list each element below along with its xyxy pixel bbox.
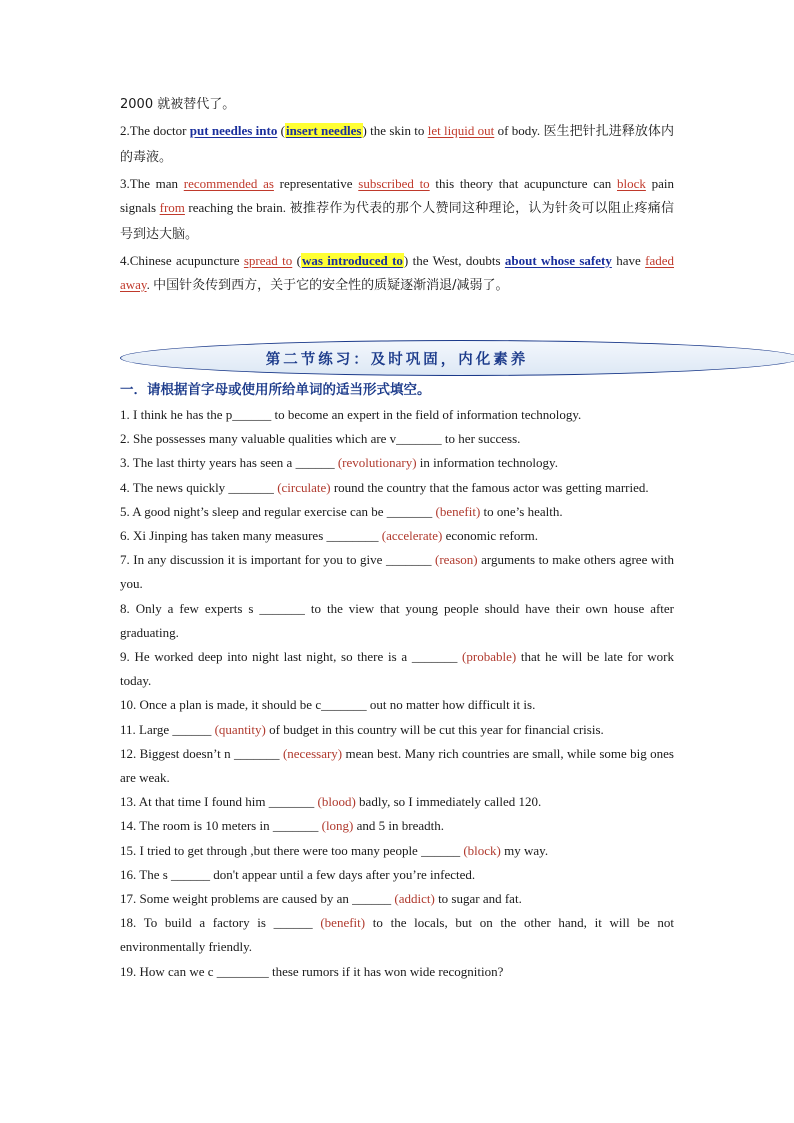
exercise-text: 17. Some weight problems are caused by an ______ (120, 891, 395, 907)
note-4-text-c: ( (292, 252, 301, 268)
exercise-text-tail: badly, so I immediately called 120. (355, 794, 542, 810)
exercise-text: 7. In any discussion it is important for you to give _______ (120, 552, 435, 568)
exercise-hint: (benefit) (320, 915, 366, 931)
note-4-text-i: . (146, 277, 154, 292)
exercise-item (120, 863, 674, 887)
exercise-text: 3. The last thirty years has seen a ______ (120, 455, 338, 471)
note-2-phrase-put-needles: put needles into (189, 123, 278, 138)
exercise-item (120, 500, 674, 524)
note-3-phrase-from: from (159, 200, 185, 215)
exercise-text-tail: and 5 in breadth. (353, 818, 445, 834)
note-2-text-a: The doctor (129, 123, 190, 138)
exercise-hint: (block) (463, 842, 501, 858)
note-4-text-e: ) the West, doubts (403, 252, 505, 268)
exercise-item (120, 476, 674, 500)
exercise-text: 19. How can we c ________ these rumors if it has won wide recognition? (120, 963, 504, 979)
exercise-item (120, 790, 674, 814)
exercise-text-tail: round the country that the famous actor was getting married. (330, 479, 649, 495)
exercise-list (120, 403, 674, 984)
exercise-text: 18. To build a factory is ______ (120, 915, 321, 931)
exercise-item (120, 960, 674, 984)
exercise-text: 12. Biggest doesn’t n _______ (120, 745, 283, 761)
exercise-hint: (circulate) (277, 479, 331, 495)
exercise-text: 2. She possesses many valuable qualities which are v_______ to her success. (120, 431, 521, 447)
note-4-highlight-was-introduced-to: was introduced to (301, 252, 403, 268)
exercise-item (120, 451, 674, 475)
exercise-text: 14. The room is 10 meters in _______ (120, 818, 322, 834)
exercise-hint: (revolutionary) (337, 455, 417, 471)
exercise-hint: (addict) (394, 891, 435, 907)
exercise-text: 10. Once a plan is made, it should be c_______ out no matter how difficult it is. (120, 697, 536, 713)
exercise-text: 16. The s ______ don't appear until a few days after you’re infected. (120, 866, 476, 882)
exercise-text-tail: my way. (500, 842, 549, 858)
note-3-number: 3. (120, 175, 130, 191)
exercise-hint: (reason) (435, 552, 478, 568)
exercise-text: 15. I tried to get through ,but there were too many people ______ (120, 842, 464, 858)
exercise-item (120, 524, 674, 548)
exercise-item (120, 742, 674, 790)
exercise-text-tail: economic reform. (442, 528, 539, 544)
note-2-text-c: ( (277, 123, 285, 138)
exercise-hint: (accelerate) (381, 528, 443, 544)
exercise-hint: (probable) (462, 649, 517, 665)
exercise-hint: (blood) (317, 794, 356, 810)
exercise-item (120, 403, 674, 427)
exercise-hint: (benefit) (435, 503, 481, 519)
note-4-phrase-about-whose-safety: about whose safety (504, 252, 612, 268)
exercise-text-tail: to the locals, but on the other hand, it will be not environmentally friendly. (120, 915, 674, 955)
note-2-number: 2. (120, 123, 130, 138)
note-3-text-i: reaching the brain. (184, 200, 290, 215)
exercise-text: 4. The news quickly _______ (120, 479, 278, 495)
exercise-item (120, 814, 674, 838)
note-4-translation: 中国针灸传到西方，关于它的安全性的质疑逐渐消退/减弱了。 (153, 278, 509, 293)
note-2-highlight-insert-needles: insert needles (285, 123, 362, 138)
exercise-item (120, 887, 674, 911)
exercise-item (120, 548, 674, 596)
exercise-item (120, 839, 674, 863)
note-4-text-a: Chinese acupuncture (129, 252, 244, 268)
note-line-3 (120, 172, 674, 248)
note-4-text-g: have (611, 252, 646, 268)
note-3-text-g: pain signals (120, 175, 674, 215)
exercise-text: 6. Xi Jinping has taken many measures ________ (120, 528, 382, 544)
exercise-item (120, 427, 674, 451)
note-line-1 (120, 92, 674, 118)
note-line-4 (120, 249, 674, 299)
note-4-number: 4. (120, 252, 130, 268)
exercise-hint: (necessary) (282, 745, 343, 761)
note-3-phrase-recommended-as: recommended as (183, 175, 274, 191)
note-2-text-e: ) the skin to (362, 123, 428, 138)
note-2-phrase-let-liquid-out: let liquid out (427, 123, 495, 138)
note-3-translation: 被推荐作为代表的那个人赞同这种理论，认为针灸可以阻止疼痛信号到达大脑。 (120, 201, 674, 242)
note-2-translation: 医生把针扎进释放体内的毒液。 (120, 124, 674, 165)
exercise-item (120, 645, 674, 693)
note-4-phrase-spread-to: spread to (243, 252, 293, 268)
exercise-text-tail: mean best. Many rich countries are small, while some big ones are weak. (120, 745, 674, 786)
exercise-text: 13. At that time I found him _______ (120, 794, 318, 810)
exercise-instructions: 一．请根据首字母或使用所给单词的适当形式填空。 (120, 382, 431, 398)
exercise-text: 5. A good night’s sleep and regular exercise can be _______ (120, 503, 436, 519)
note-3-phrase-block: block (617, 175, 646, 191)
exercise-text: 11. Large ______ (120, 721, 215, 737)
note-4-phrase-faded-away: faded away (120, 252, 674, 292)
note-3-text-c: representative (273, 175, 359, 191)
note-1-text: 2000 就被替代了。 (120, 97, 236, 112)
exercise-item (120, 911, 674, 959)
exercise-text-tail: in information technology. (416, 455, 558, 471)
note-3-phrase-subscribed-to: subscribed to (358, 175, 430, 191)
exercise-text-tail: of budget in this country will be cut this year for financial crisis. (265, 721, 604, 737)
note-2-text-g: of body. (494, 123, 544, 138)
exercise-text-tail: arguments to make others agree with you. (120, 552, 674, 592)
exercise-hint: (quantity) (214, 721, 266, 737)
exercise-text: 8. Only a few experts s _______ to the view that young people should have their own house after graduating. (120, 600, 674, 640)
section-banner-title: 第二节练习：及时巩固，内化素养 (265, 351, 529, 368)
exercise-item (120, 718, 674, 742)
exercise-text-tail: to one’s health. (480, 503, 563, 519)
exercise-text-tail: that he will be late for work today. (120, 649, 674, 689)
note-line-2 (120, 119, 674, 170)
answer-notes (120, 92, 674, 300)
exercise-item (120, 597, 674, 645)
exercise-item (120, 693, 674, 717)
note-3-text-e: this theory that acupuncture can (429, 175, 617, 191)
exercise-text-tail: to sugar and fat. (434, 891, 522, 907)
note-3-text-a: The man (129, 175, 184, 191)
exercise-text: 1. I think he has the p______ to become an expert in the field of information technology. (120, 407, 582, 422)
exercise-text: 9. He worked deep into night last night, so there is a _______ (120, 649, 463, 665)
exercise-hint: (long) (321, 818, 354, 834)
